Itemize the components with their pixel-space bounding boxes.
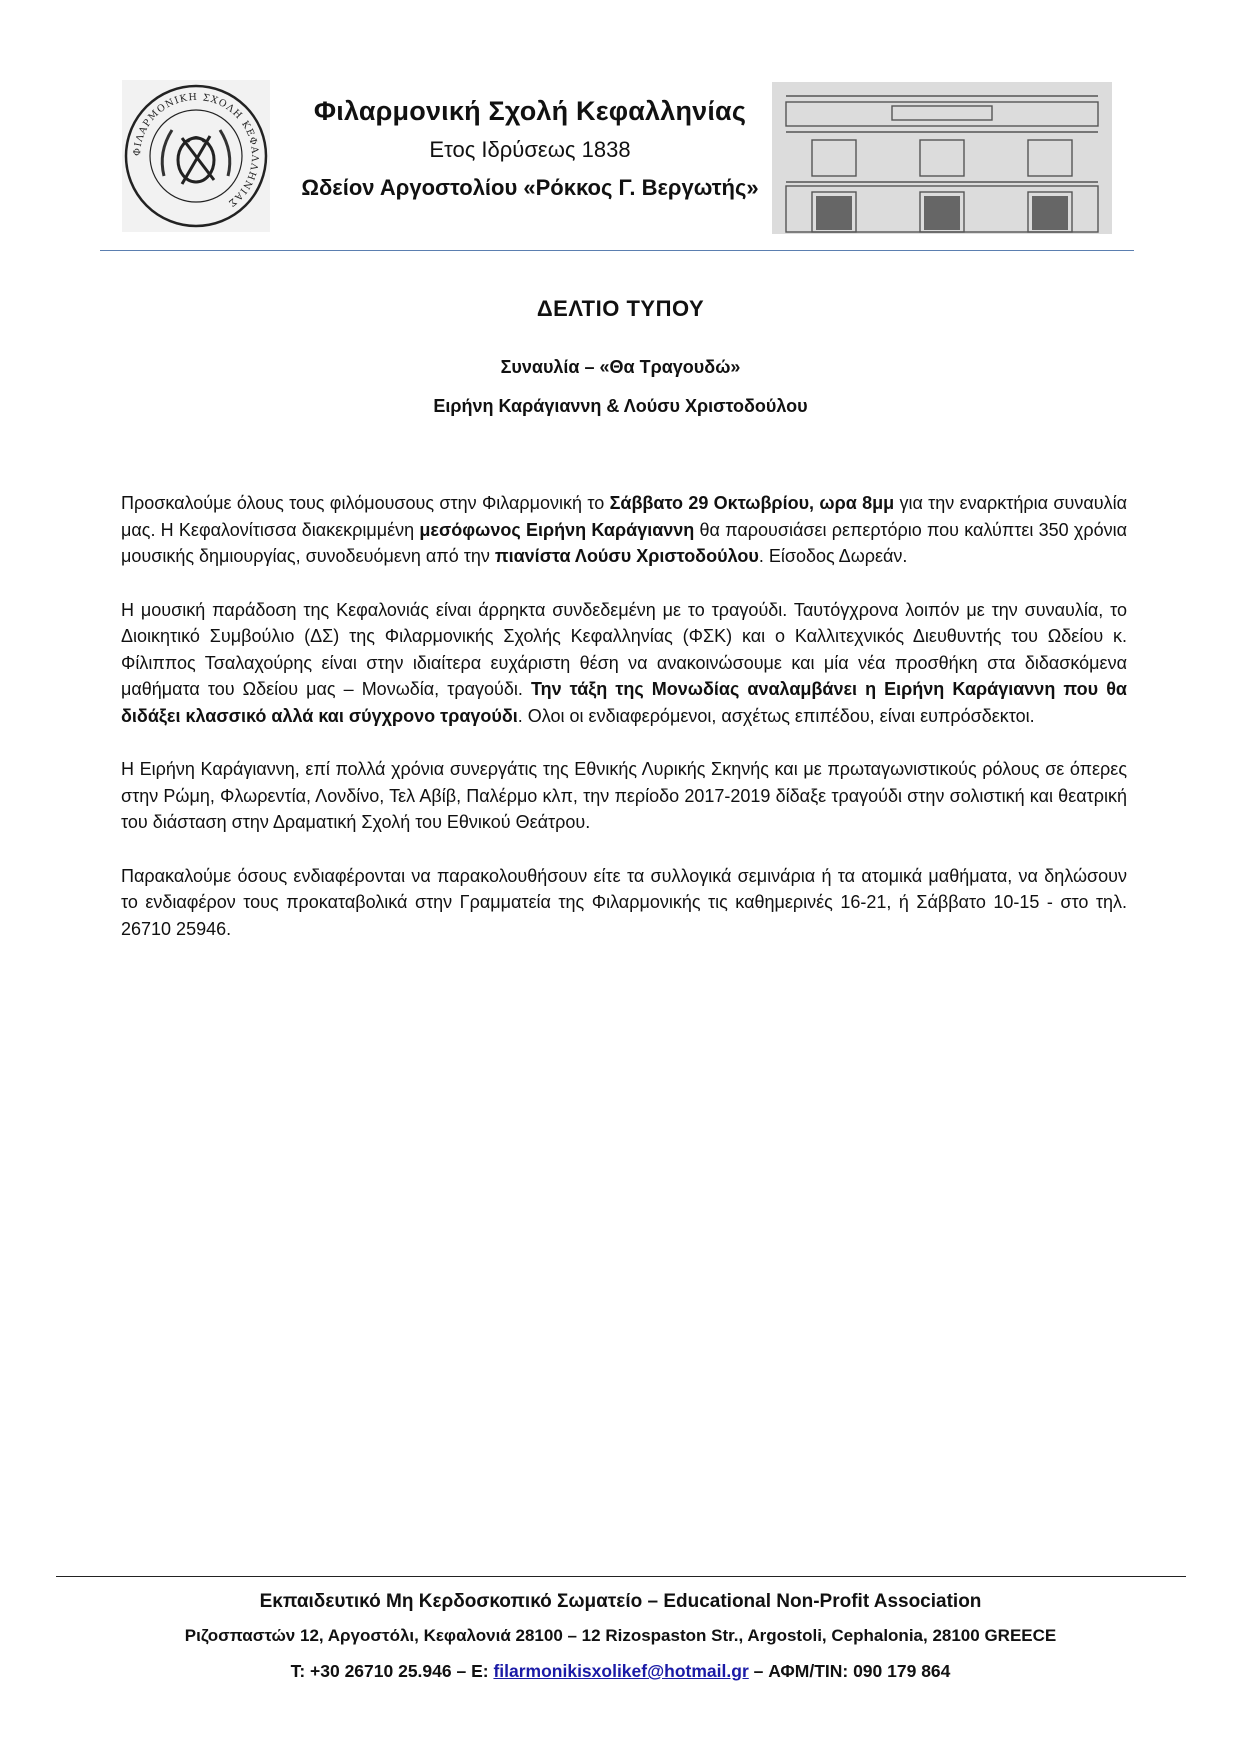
email-link[interactable]: filarmonikisxolikef@hotmail.gr: [493, 1661, 749, 1681]
singer-name-bold: μεσόφωνος Ειρήνη Καράγιαννη: [419, 519, 695, 540]
text-segment: Προσκαλούμε όλους τους φιλόμουσους στην Φιλαρμονική το: [121, 493, 610, 513]
performers-line: Ειρήνη Καράγιαννη & Λούσυ Χριστοδούλου: [433, 396, 808, 416]
paragraph-new-class: [121, 597, 1127, 730]
pianist-name-bold: πιανίστα Λούσυ Χριστοδούλου: [494, 546, 759, 566]
paragraph-registration: Παρακαλούμε όσους ενδιαφέρονται να παρακολουθήσουν είτε τα συλλογικά σεμινάρια ή τα ατομικά μαθήματα, να δηλώσουν το ενδιαφέρον τους προκαταβολικά στην Γραμματεία της Φιλαρμονικής τις καθημερινές 16-21, ή Σάββατο 10-15 - στο τηλ. 26710 25946.: [121, 865, 1127, 939]
press-release-title: ΔΕΛΤΙΟ ΤΥΠΟΥ: [536, 296, 705, 321]
text-segment: . Είσοδος Δωρεάν.: [758, 546, 908, 566]
text-segment: για την εναρκτήρια συναυλία μας. Η Κεφαλονίτισσα διακεκριμμένη: [121, 493, 1127, 540]
header-divider: [100, 250, 1134, 251]
building-illustration: [772, 82, 1112, 234]
organization-name: Φιλαρμονική Σχολή Κεφαλληνίας: [313, 96, 747, 126]
press-release-body: [121, 490, 1127, 969]
letterhead: [0, 0, 1241, 260]
concert-title: Συναυλία – «Θα Τραγουδώ»: [500, 357, 741, 377]
seal-emblem-image: [122, 80, 270, 232]
footer-divider: [56, 1576, 1186, 1577]
footer-association-type: Εκπαιδευτικό Μη Κερδοσκοπικό Σωματείο – Educational Non-Profit Association: [259, 1591, 982, 1612]
footer-phone: T: +30 26710 25.946 – E:: [290, 1661, 494, 1681]
organization-title-block: [300, 96, 760, 201]
text-segment: . Ολοι οι ενδιαφερόμενοι, ασχέτως επιπέδου, είναι ευπρόσδεκτοι.: [517, 705, 1035, 726]
svg-text:ΦΙΛΑΡΜΟΝΙΚΗ ΣΧΟΛΗ ΚΕΦΑΛΛΗΝΙΑΣ: ΦΙΛΑΡΜΟΝΙΚΗ ΣΧΟΛΗ ΚΕΦΑΛΛΗΝΙΑΣ: [131, 91, 261, 209]
paragraph-biography: Η Ειρήνη Καράγιαννη, επί πολλά χρόνια συνεργάτις της Εθνικής Λυρικής Σκηνής και με πρωταγωνιστικούς ρόλους σε όπερες στην Ρώμη, Φλωρεντία, Λονδίνο, Τελ Αβίβ, Παλέρμο κλπ, την περίοδο 2017-2019 δίδαξε τραγούδι στην σολιστική και θεατρική του διάσταση στην Δραματική Σχολή του Εθνικού Θεάτρου.: [121, 759, 1127, 832]
footer-tax-id: – ΑΦΜ/TIN: 090 179 864: [748, 1661, 951, 1681]
paragraph-invitation: [121, 490, 1127, 570]
concert-date-bold: Σάββατο 29 Οκτωβρίου, ωρα 8μμ: [609, 493, 895, 513]
footer-contact: [0, 1661, 1241, 1682]
text-segment: Η μουσική παράδοση της Κεφαλονιάς είναι άρρηκτα συνδεδεμένη με το τραγούδι. Ταυτόγχρονα λοιπόν με την συναυλία, το Διοικητικό Συμβούλιο (ΔΣ) της Φιλαρμονικής Σχολής Κεφαλληνίας (ΦΣΚ) και ο Καλλιτεχνικός Διευθυντής του Ωδείου κ. Φίλιππος Τσαλαχούρης είναι στην ιδιαίτερα ευχάριστη θέση να ανακοινώσουμε και μία νέα προσθήκη στα διδασκόμενα μαθήματα του Ωδείου μας – Μονωδία, τραγούδι.: [121, 599, 1127, 699]
text-segment: θα παρουσιάσει ρεπερτόριο που καλύπτει 350 χρόνια μουσικής δημιουργίας, συνοδευόμενη από την: [121, 519, 1127, 566]
class-announcement-bold: Την τάξη της Μονωδίας αναλαμβάνει η Ειρήνη Καράγιαννη που θα διδάξει κλασσικό αλλά και σύγχρονο τραγούδι: [121, 679, 1127, 726]
conservatory-name: Ωδείον Αργοστολίου «Ρόκκος Γ. Βεργωτής»: [301, 175, 759, 200]
seal-logo: [122, 80, 270, 232]
footer-address: Ριζοσπαστών 12, Αργοστόλι, Κεφαλονιά 28100 – 12 Rizospaston Str., Argostoli, Cephalonia, 28100 GREECE: [184, 1626, 1057, 1645]
founding-year: Ετος Ιδρύσεως 1838: [429, 137, 631, 162]
building-sketch-image: [772, 82, 1112, 234]
